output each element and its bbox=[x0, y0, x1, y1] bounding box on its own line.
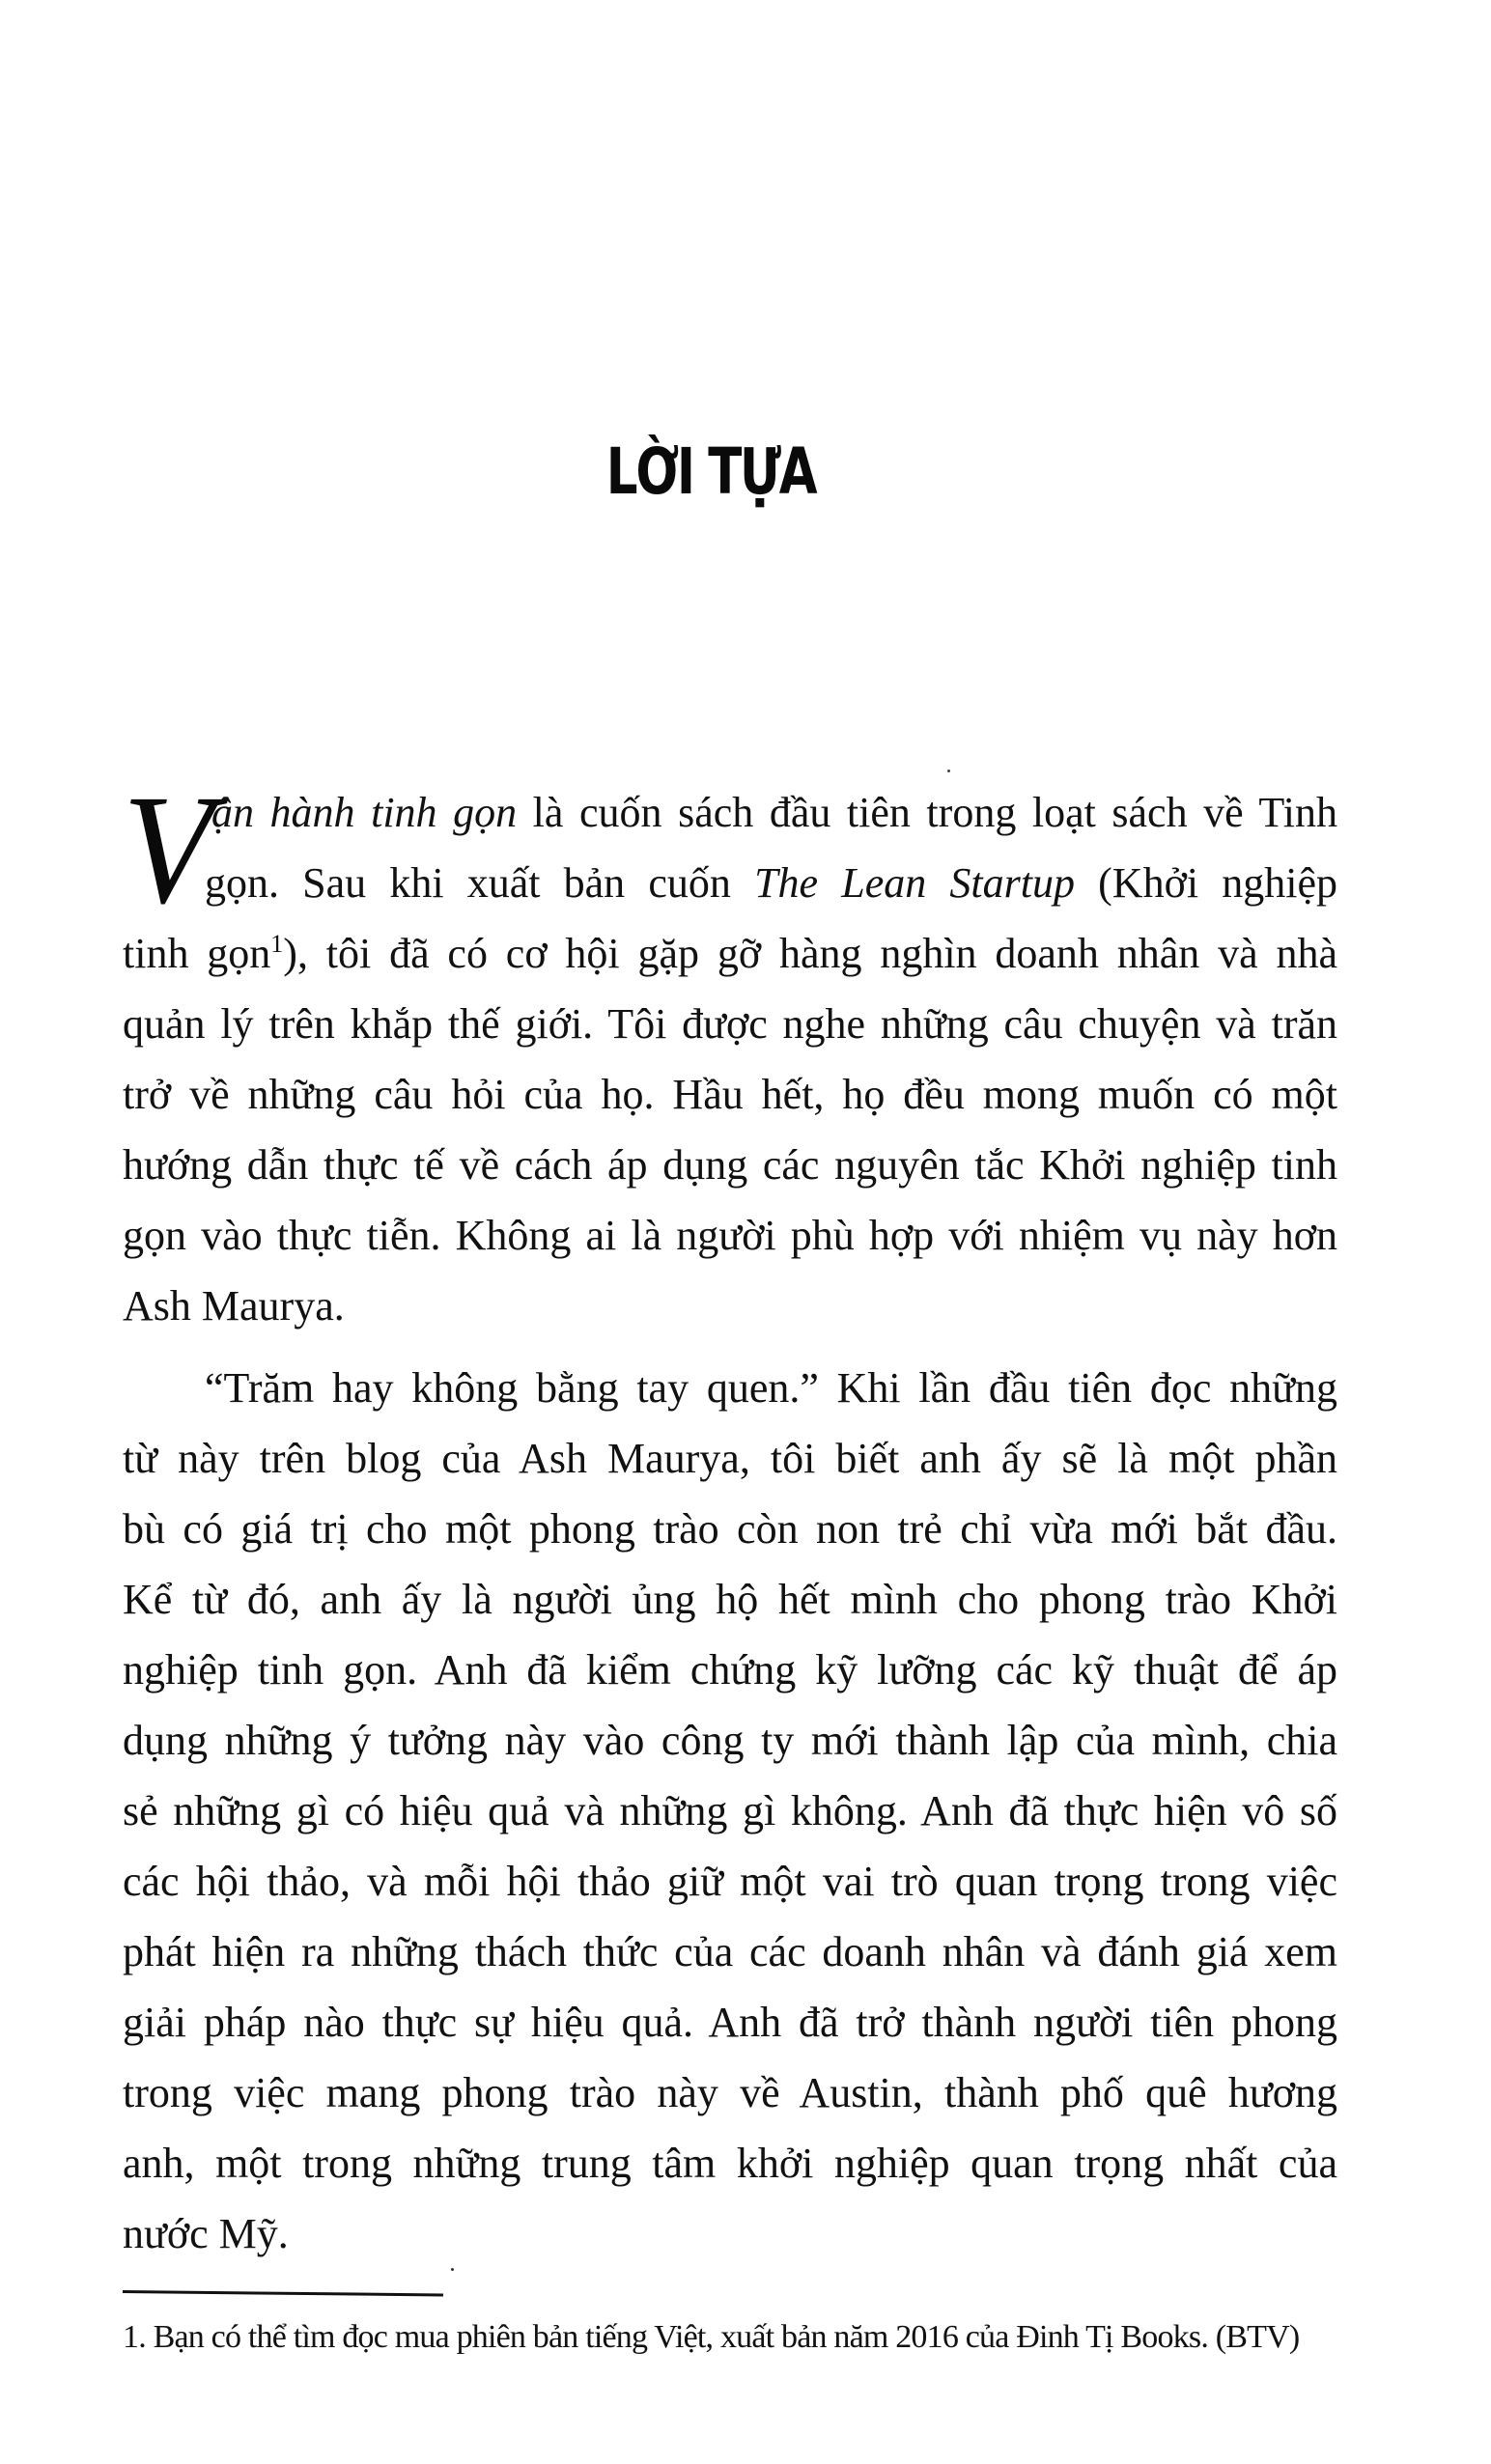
print-speck bbox=[451, 2268, 454, 2271]
text-line bbox=[123, 1853, 1337, 1911]
text-run: dụng những ý tưởng này vào công ty mới thành lập của mình, chia bbox=[123, 1717, 1337, 1764]
italic-text: ận hành tinh gọn bbox=[211, 789, 518, 836]
text-run: quản lý trên khắp thế giới. Tôi được nghe những câu chuyện và trăn bbox=[123, 1000, 1337, 1048]
text-line bbox=[123, 1277, 1337, 1335]
text-run: trong việc mang phong trào này về Austin, thành phố quê hương bbox=[123, 2069, 1337, 2116]
text-line bbox=[205, 1359, 1337, 1417]
text-run: trở về những câu hỏi của họ. Hầu hết, họ đều mong muốn có một bbox=[123, 1071, 1337, 1118]
text-line bbox=[123, 1136, 1337, 1194]
text-line bbox=[123, 2064, 1337, 2122]
text-run: nước Mỹ. bbox=[123, 2210, 289, 2257]
footnote-separator bbox=[123, 2290, 443, 2296]
text-line bbox=[123, 1641, 1337, 1699]
text-line bbox=[123, 1994, 1337, 2052]
text-line bbox=[123, 1782, 1337, 1840]
text-run: tinh gọn bbox=[123, 930, 271, 977]
text-run: từ này trên blog của Ash Maurya, tôi biết anh ấy sẽ là một phần bbox=[123, 1435, 1337, 1482]
footnote: 1. Bạn có thể tìm đọc mua phiên bản tiếng Việt, xuất bản năm 2016 của Đinh Tị Books. (BTV) bbox=[123, 2319, 1300, 2355]
text-run: Ash Maurya. bbox=[123, 1282, 345, 1330]
text-line bbox=[205, 854, 1337, 912]
text-run: hướng dẫn thực tế về cách áp dụng các nguyên tắc Khởi nghiệp tinh bbox=[123, 1141, 1337, 1189]
chapter-title: LỜI TỰA bbox=[605, 434, 816, 510]
text-run: (Khởi nghiệp bbox=[1074, 859, 1337, 907]
text-run: là cuốn sách đầu tiên trong loạt sách về Tinh bbox=[517, 789, 1337, 836]
text-run: bù có giá trị cho một phong trào còn non trẻ chỉ vừa mới bắt đầu. bbox=[123, 1505, 1337, 1553]
italic-text: The Lean Startup bbox=[754, 859, 1075, 907]
print-speck bbox=[947, 770, 950, 772]
drop-cap: V bbox=[123, 764, 214, 937]
text-run: Kể từ đó, anh ấy là người ủng hộ hết mình cho phong trào Khởi bbox=[123, 1576, 1337, 1623]
text-line bbox=[123, 1430, 1337, 1488]
text-run: sẻ những gì có hiệu quả và những gì không. Anh đã thực hiện vô số bbox=[123, 1787, 1337, 1834]
text-line bbox=[123, 2135, 1337, 2193]
text-run: gọn. Sau khi xuất bản cuốn bbox=[205, 859, 755, 907]
text-line bbox=[123, 1712, 1337, 1770]
text-line bbox=[123, 1571, 1337, 1629]
text-line bbox=[211, 784, 1337, 842]
text-run: ), tôi đã có cơ hội gặp gỡ hàng nghìn doanh nhân và nhà bbox=[283, 930, 1337, 977]
text-run: nghiệp tinh gọn. Anh đã kiểm chứng kỹ lưỡng các kỹ thuật để áp bbox=[123, 1646, 1337, 1694]
text-run: các hội thảo, và mỗi hội thảo giữ một vai trò quan trọng trong việc bbox=[123, 1858, 1337, 1905]
text-line bbox=[123, 1207, 1337, 1265]
footnote-ref[interactable]: 1 bbox=[270, 930, 284, 958]
text-run: phát hiện ra những thách thức của các doanh nhân và đánh giá xem bbox=[123, 1928, 1337, 1975]
text-line bbox=[123, 2205, 1337, 2263]
text-line bbox=[123, 925, 1337, 983]
text-run: gọn vào thực tiễn. Không ai là người phù hợp với nhiệm vụ này hơn bbox=[123, 1212, 1337, 1259]
text-run: giải pháp nào thực sự hiệu quả. Anh đã trở thành người tiên phong bbox=[123, 1999, 1337, 2046]
text-line bbox=[123, 1923, 1337, 1981]
text-run: “Trăm hay không bằng tay quen.” Khi lần đầu tiên đọc những bbox=[205, 1364, 1337, 1412]
text-line bbox=[123, 1500, 1337, 1558]
text-line bbox=[123, 995, 1337, 1053]
text-run: anh, một trong những trung tâm khởi nghiệp quan trọng nhất của bbox=[123, 2140, 1337, 2187]
text-line bbox=[123, 1066, 1337, 1124]
